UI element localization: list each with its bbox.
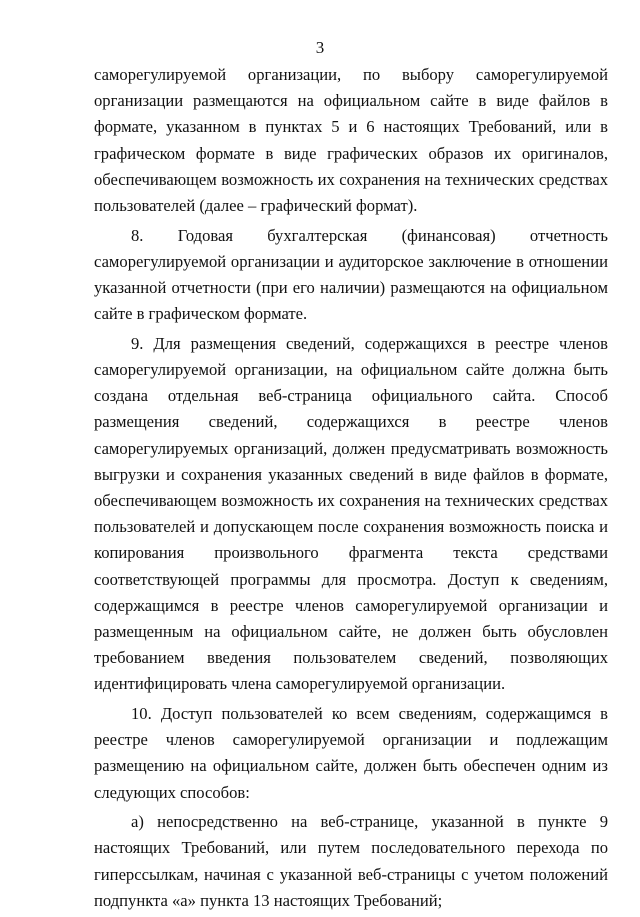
document-body: [94, 62, 608, 917]
paragraph-item-9: 9. Для размещения сведений, содержащихся в реестре членов саморегулируемой организации, на официальном сайте должна быть создана отдельная веб-страница официального сайта. Способ размещения сведений, содержащихся в реестре членов саморегулируемых организаций, должен предусматривать возможность выгрузки и сохранения указанных сведений в виде файлов в формате, обеспечивающем возможность их сохранения на технических средствах пользователей и допускающем после сохранения возможность поиска и копирования произвольного фрагмента текста средствами соответствующей программы для просмотра. Доступ к сведениям, содержащимся в реестре членов саморегулируемой организации и размещенным на официальном сайте, не должен быть обусловлен требованием введения пользователем сведений, позволяющих идентифицировать члена саморегулируемой организации.: [94, 333, 608, 694]
paragraph-continuation: саморегулируемой организации, по выбору саморегулируемой организации размещаются на официальном сайте в виде файлов в формате, указанном в пунктах 5 и 6 настоящих Требований, или в графическом формате в виде графических образов их оригиналов, обеспечивающем возможность их сохранения на технических средствах пользователей (далее – графический формат).: [94, 65, 608, 216]
paragraph-subitem-a: а) непосредственно на веб-странице, указанной в пункте 9 настоящих Требований, или путем последовательного перехода по гиперссылкам, начиная с указанной веб-страницы с учетом положений подпункта «а» пункта 13 настоящих Требований;: [94, 812, 608, 910]
paragraph-item-10: 10. Доступ пользователей ко всем сведениям, содержащимся в реестре членов саморегулируемой организации и подлежащим размещению на официальном сайте, должен быть обеспечен одним из следующих способов:: [94, 704, 608, 802]
paragraph-item-8: 8. Годовая бухгалтерская (финансовая) отчетность саморегулируемой организации и аудиторское заключение в отношении указанной отчетности (при его наличии) размещаются на официальном сайте в графическом формате.: [94, 225, 608, 324]
page-number: 3: [315, 38, 325, 57]
